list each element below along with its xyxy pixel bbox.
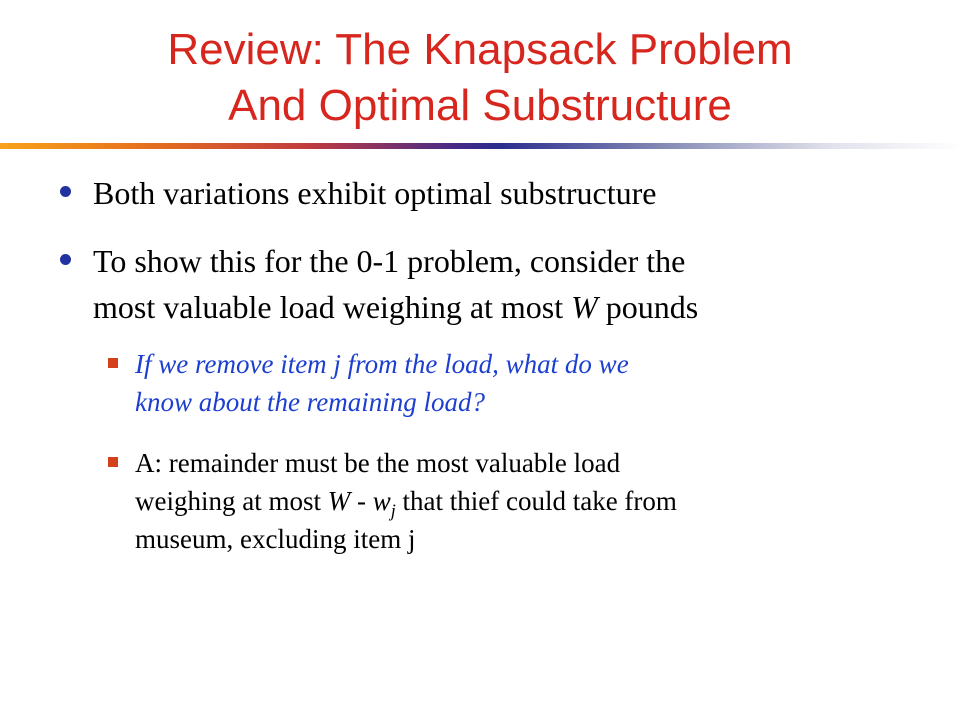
sub-bullet-text-segment: weighing at most	[135, 486, 328, 516]
bullet-text-segment: pounds	[597, 289, 699, 325]
bullet-text-line-1: To show this for the 0-1 problem, consider the	[93, 243, 686, 279]
sub-bullet-text-line-1: If we remove item j from the load, what do we	[135, 349, 629, 379]
variable-W: W	[571, 289, 598, 325]
sub-bullet-text-line-2: know about the remaining load?	[135, 387, 485, 417]
subscript-j: j	[390, 500, 396, 521]
bullet-item	[93, 238, 923, 330]
sub-bullet-square-icon	[108, 457, 118, 467]
sub-bullet-text-line-3: museum, excluding item j	[135, 524, 416, 554]
bullet-text: Both variations exhibit optimal substructure	[93, 175, 657, 211]
title-line-2: And Optimal Substructure	[228, 81, 732, 130]
bullet-text-line-2	[93, 284, 923, 330]
bullet-text-segment: most valuable load weighing at most	[93, 289, 572, 325]
sub-bullet-item	[135, 444, 905, 558]
minus-sign: -	[350, 486, 373, 516]
sub-bullet-item	[135, 345, 905, 421]
title-line-1: Review: The Knapsack Problem	[167, 25, 793, 74]
bullet-dot-icon	[60, 186, 71, 197]
bullet-item	[93, 170, 923, 216]
sub-bullet-text-line-1: A: remainder must be the most valuable load	[135, 448, 621, 478]
sub-bullet-square-icon	[108, 358, 118, 368]
variable-w: w	[372, 486, 391, 516]
sub-bullet-text-line-2	[135, 482, 905, 520]
bullet-dot-icon	[60, 254, 71, 265]
sub-bullet-text-segment: that thief could take from	[395, 486, 677, 516]
variable-W: W	[327, 486, 351, 516]
